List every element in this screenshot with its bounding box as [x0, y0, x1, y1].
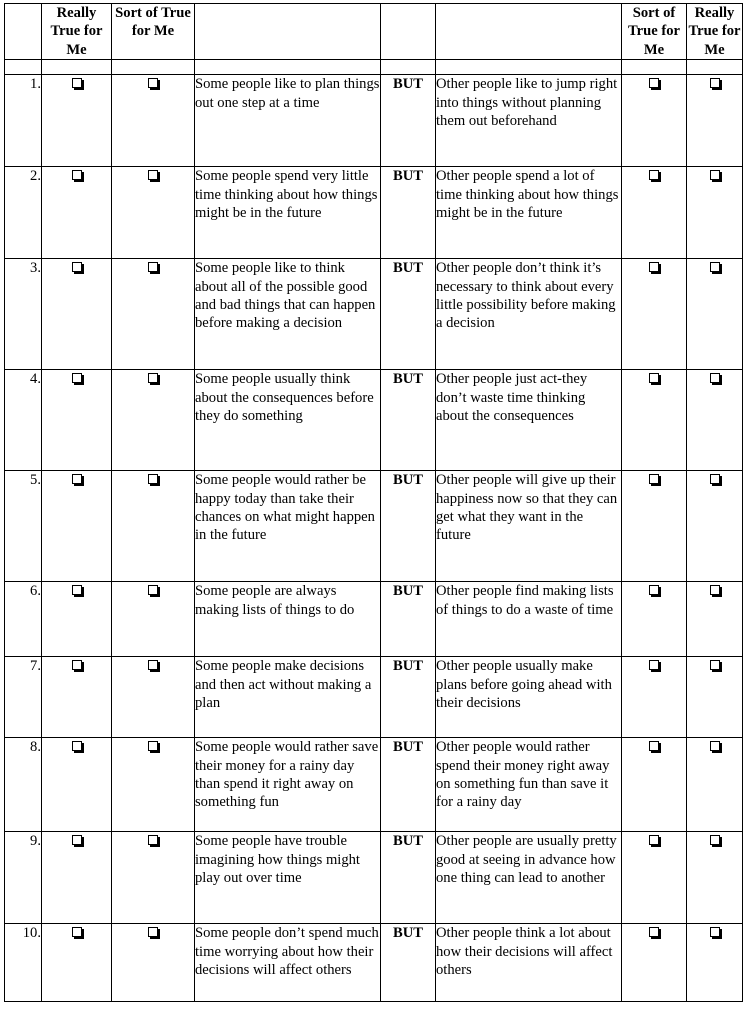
right-statement: Other people usually make plans before going ahead with their decisions — [436, 657, 622, 738]
item-row — [5, 75, 743, 167]
really-true-right-cell — [687, 75, 743, 167]
checkbox-icon[interactable] — [72, 78, 82, 88]
sort-of-true-right-cell — [622, 738, 687, 832]
header-right-statement — [436, 4, 622, 60]
really-true-right-cell — [687, 370, 743, 471]
really-true-right-cell — [687, 657, 743, 738]
but-connector: BUT — [381, 471, 436, 582]
spacer-cell — [687, 60, 743, 75]
spacer-cell — [42, 60, 112, 75]
header-number — [5, 4, 42, 60]
header-sort-of-true-left: Sort of True for Me — [112, 4, 195, 60]
checkbox-icon[interactable] — [72, 927, 82, 937]
checkbox-icon[interactable] — [649, 78, 659, 88]
but-connector: BUT — [381, 75, 436, 167]
really-true-right-cell — [687, 582, 743, 657]
sort-of-true-left-cell — [112, 582, 195, 657]
item-number: 4. — [5, 370, 42, 471]
survey-table — [4, 3, 743, 1002]
right-statement: Other people spend a lot of time thinking about how things might be in the future — [436, 167, 622, 259]
left-statement: Some people have trouble imagining how things might play out over time — [195, 832, 381, 924]
really-true-right-cell — [687, 738, 743, 832]
sort-of-true-right-cell — [622, 370, 687, 471]
but-connector: BUT — [381, 370, 436, 471]
checkbox-icon[interactable] — [72, 660, 82, 670]
spacer-cell — [112, 60, 195, 75]
really-true-left-cell — [42, 259, 112, 370]
left-statement: Some people don’t spend much time worrying about how their decisions will affect others — [195, 924, 381, 1002]
checkbox-icon[interactable] — [148, 474, 158, 484]
header-really-true-left: Really True for Me — [42, 4, 112, 60]
header-connector — [381, 4, 436, 60]
spacer-row — [5, 60, 743, 75]
checkbox-icon[interactable] — [710, 741, 720, 751]
really-true-left-cell — [42, 924, 112, 1002]
sort-of-true-left-cell — [112, 167, 195, 259]
sort-of-true-left-cell — [112, 924, 195, 1002]
left-statement: Some people would rather be happy today than take their chances on what might happen in the future — [195, 471, 381, 582]
checkbox-icon[interactable] — [72, 474, 82, 484]
sort-of-true-right-cell — [622, 75, 687, 167]
spacer-cell — [381, 60, 436, 75]
really-true-right-cell — [687, 471, 743, 582]
left-statement: Some people like to think about all of the possible good and bad things that can happen before making a decision — [195, 259, 381, 370]
checkbox-icon[interactable] — [710, 585, 720, 595]
sort-of-true-right-cell — [622, 582, 687, 657]
item-row — [5, 370, 743, 471]
checkbox-icon[interactable] — [710, 262, 720, 272]
checkbox-icon[interactable] — [649, 585, 659, 595]
checkbox-icon[interactable] — [148, 585, 158, 595]
checkbox-icon[interactable] — [72, 262, 82, 272]
right-statement: Other people would rather spend their money right away on something fun than save it for a rainy day — [436, 738, 622, 832]
item-row — [5, 259, 743, 370]
really-true-left-cell — [42, 167, 112, 259]
checkbox-icon[interactable] — [148, 170, 158, 180]
checkbox-icon[interactable] — [72, 373, 82, 383]
left-statement: Some people make decisions and then act without making a plan — [195, 657, 381, 738]
checkbox-icon[interactable] — [72, 835, 82, 845]
sort-of-true-left-cell — [112, 738, 195, 832]
sort-of-true-right-cell — [622, 832, 687, 924]
header-really-true-right: Really True for Me — [688, 5, 741, 58]
checkbox-icon[interactable] — [710, 660, 720, 670]
but-connector: BUT — [381, 259, 436, 370]
checkbox-icon[interactable] — [710, 927, 720, 937]
really-true-right-cell — [687, 259, 743, 370]
header-sort-of-true-right: Sort of True for Me — [622, 4, 687, 60]
really-true-left-cell — [42, 657, 112, 738]
item-number: 1. — [5, 75, 42, 167]
right-statement: Other people think a lot about how their decisions will affect others — [436, 924, 622, 1002]
sort-of-true-right-cell — [622, 657, 687, 738]
really-true-right-cell — [687, 924, 743, 1002]
really-true-left-cell — [42, 75, 112, 167]
checkbox-icon[interactable] — [148, 660, 158, 670]
item-row — [5, 738, 743, 832]
left-statement: Some people like to plan things out one step at a time — [195, 75, 381, 167]
sort-of-true-left-cell — [112, 370, 195, 471]
checkbox-icon[interactable] — [649, 474, 659, 484]
checkbox-icon[interactable] — [649, 660, 659, 670]
checkbox-icon[interactable] — [148, 262, 158, 272]
right-statement: Other people just act-they don’t waste time thinking about the consequences — [436, 370, 622, 471]
spacer-cell — [436, 60, 622, 75]
right-statement: Other people don’t think it’s necessary to think about every little possibility before making a decision — [436, 259, 622, 370]
item-number: 7. — [5, 657, 42, 738]
checkbox-icon[interactable] — [710, 170, 720, 180]
sort-of-true-right-cell — [622, 167, 687, 259]
sort-of-true-right-cell — [622, 924, 687, 1002]
spacer-cell — [622, 60, 687, 75]
checkbox-icon[interactable] — [148, 373, 158, 383]
right-statement: Other people are usually pretty good at seeing in advance how one thing can lead to another — [436, 832, 622, 924]
really-true-left-cell — [42, 471, 112, 582]
sort-of-true-right-cell — [622, 259, 687, 370]
really-true-left-cell — [42, 832, 112, 924]
item-row — [5, 471, 743, 582]
checkbox-icon[interactable] — [148, 835, 158, 845]
really-true-left-cell — [42, 738, 112, 832]
but-connector: BUT — [381, 832, 436, 924]
checkbox-icon[interactable] — [649, 262, 659, 272]
checkbox-icon[interactable] — [72, 585, 82, 595]
checkbox-icon[interactable] — [649, 835, 659, 845]
header-row — [5, 4, 743, 60]
checkbox-icon[interactable] — [72, 741, 82, 751]
checkbox-icon[interactable] — [148, 78, 158, 88]
checkbox-icon[interactable] — [148, 741, 158, 751]
checkbox-icon[interactable] — [710, 373, 720, 383]
but-connector: BUT — [381, 167, 436, 259]
checkbox-icon[interactable] — [72, 170, 82, 180]
but-connector: BUT — [381, 738, 436, 832]
item-number: 2. — [5, 167, 42, 259]
sort-of-true-right-cell — [622, 471, 687, 582]
item-number: 8. — [5, 738, 42, 832]
but-connector: BUT — [381, 657, 436, 738]
sort-of-true-left-cell — [112, 832, 195, 924]
right-statement: Other people like to jump right into things without planning them out beforehand — [436, 75, 622, 167]
checkbox-icon[interactable] — [649, 741, 659, 751]
checkbox-icon[interactable] — [649, 927, 659, 937]
right-statement: Other people will give up their happiness now so that they can get what they want in the future — [436, 471, 622, 582]
really-true-right-cell — [687, 167, 743, 259]
but-connector: BUT — [381, 582, 436, 657]
item-number: 10. — [5, 924, 42, 1002]
spacer-cell — [195, 60, 381, 75]
item-number: 9. — [5, 832, 42, 924]
spacer-cell — [5, 60, 42, 75]
left-statement: Some people usually think about the consequences before they do something — [195, 370, 381, 471]
sort-of-true-left-cell — [112, 259, 195, 370]
item-row — [5, 167, 743, 259]
really-true-right-cell — [687, 832, 743, 924]
item-row — [5, 832, 743, 924]
item-number: 3. — [5, 259, 42, 370]
checkbox-icon[interactable] — [649, 170, 659, 180]
item-row — [5, 924, 743, 1002]
checkbox-icon[interactable] — [649, 373, 659, 383]
item-number: 6. — [5, 582, 42, 657]
really-true-left-cell — [42, 582, 112, 657]
sort-of-true-left-cell — [112, 657, 195, 738]
item-number: 5. — [5, 471, 42, 582]
right-statement: Other people find making lists of things to do a waste of time — [436, 582, 622, 657]
item-row — [5, 582, 743, 657]
checkbox-icon[interactable] — [148, 927, 158, 937]
checkbox-icon[interactable] — [710, 78, 720, 88]
header-left-statement — [195, 4, 381, 60]
item-row — [5, 657, 743, 738]
checkbox-icon[interactable] — [710, 474, 720, 484]
sort-of-true-left-cell — [112, 75, 195, 167]
really-true-left-cell — [42, 370, 112, 471]
left-statement: Some people would rather save their money for a rainy day than spend it right away on something fun — [195, 738, 381, 832]
sort-of-true-left-cell — [112, 471, 195, 582]
checkbox-icon[interactable] — [710, 835, 720, 845]
left-statement: Some people are always making lists of things to do — [195, 582, 381, 657]
left-statement: Some people spend very little time thinking about how things might be in the future — [195, 167, 381, 259]
but-connector: BUT — [381, 924, 436, 1002]
